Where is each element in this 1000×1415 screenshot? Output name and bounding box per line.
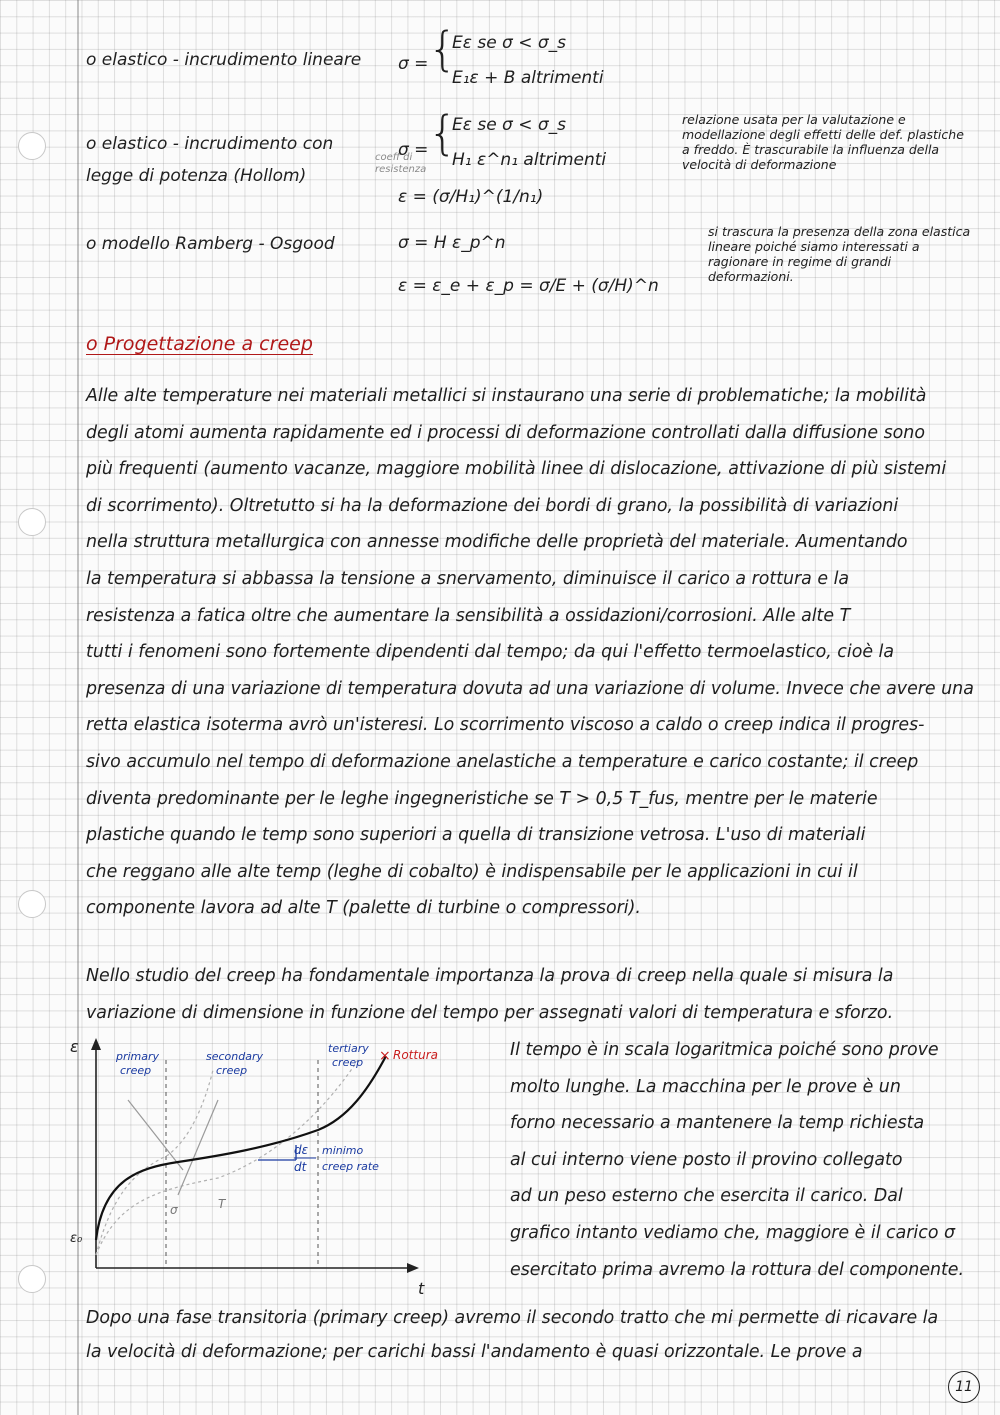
formula-lhs: σ =	[398, 140, 429, 160]
binder-hole	[18, 508, 46, 536]
formula-line: σ = H ε_p^n	[398, 233, 506, 253]
binder-hole	[18, 890, 46, 918]
text-line: diventa predominante per le leghe ingegneristiche se T > 0,5 T_fus, mentre per le materie	[86, 788, 878, 809]
epsilon0-label: ε₀	[70, 1231, 83, 1246]
text-line: al cui interno viene posto il provino collegato	[510, 1149, 903, 1170]
binder-hole	[18, 132, 46, 160]
formula-case: H₁ ε^n₁ altrimenti	[452, 150, 607, 170]
text-line: più frequenti (aumento vacanze, maggiore mobilità linee di dislocazione, attivazione di più sistemi	[86, 459, 947, 480]
text-line: tutti i fenomeni sono fortemente dipendenti dal tempo; da qui l'effetto termoelastico, cioè la	[86, 642, 895, 663]
text-line: che reggano alle alte temp (leghe di cobalto) è indispensabile per le applicazioni in cui il	[86, 861, 858, 882]
text-line: retta elastica isoterma avrò un'isteresi. Lo scorrimento viscoso a caldo o creep indica il progres-	[86, 715, 925, 736]
coeff-label: coeff di resistenza	[375, 152, 427, 175]
text-line: degli atomi aumenta rapidamente ed i processi di deformazione controllati dalla diffusione sono	[86, 422, 925, 443]
secondary-label: creep	[216, 1064, 248, 1077]
model-name: o elastico - incrudimento con legge di potenza (Hollom)	[86, 134, 334, 186]
brace: {	[428, 106, 458, 160]
text-line: ad un peso esterno che esercita il carico. Dal	[510, 1186, 903, 1207]
formula-case: Eε se σ < σ_s	[452, 33, 567, 53]
minimum-label: creep rate	[322, 1160, 379, 1173]
minimum-label: minimo	[322, 1144, 364, 1157]
rupture-marker: ×	[379, 1048, 391, 1064]
page-number: 11	[948, 1371, 980, 1403]
formula-lhs: σ =	[398, 54, 429, 74]
t-label: T	[218, 1197, 226, 1211]
binder-hole	[18, 1265, 46, 1293]
text-line: molto lunghe. La macchina per le prove è un	[510, 1076, 901, 1097]
text-line: Il tempo è in scala logaritmica poiché sono prove	[510, 1040, 939, 1060]
text-line: di scorrimento). Oltretutto si ha la deformazione dei bordi di grano, la possibilità di variazioni	[86, 495, 899, 516]
y-axis-arrow	[91, 1038, 101, 1050]
text-line: forno necessario a mantenere la temp richiesta	[510, 1113, 925, 1134]
secondary-label: secondary	[206, 1050, 264, 1063]
side-note: si trascura la presenza della zona elastica lineare poiché siamo interessati a ragionare in regime di grandi deformazioni.	[708, 224, 971, 284]
text-line: Nello studio del creep ha fondamentale importanza la prova di creep nella quale si misura la	[86, 966, 894, 986]
slope-bottom: dt	[294, 1160, 307, 1174]
text-line: variazione di dimensione in funzione del tempo per assegnati valori di temperatura e sforzo.	[86, 1002, 894, 1023]
model-name: o modello Ramberg - Osgood	[86, 234, 335, 254]
text-line: la temperatura si abbassa la tensione a snervamento, diminuisce il carico a rottura e la	[86, 569, 850, 589]
tertiary-label: creep	[332, 1056, 364, 1069]
text-line: Dopo una fase transitoria (primary creep) avremo il secondo tratto che mi permette di ricavare la	[86, 1308, 939, 1328]
formula-case: E₁ε + B altrimenti	[452, 68, 604, 88]
text-line: presenza di una variazione di temperatura dovuta ad una variazione di volume. Invece che avere una	[86, 678, 974, 699]
formula-extra: ε = (σ/H₁)^(1/n₁)	[398, 187, 544, 207]
text-line: resistenza a fatica oltre che aumentare la sensibilità a ossidazioni/corrosioni. Alle alte T	[86, 605, 851, 626]
tertiary-label: tertiary	[328, 1042, 369, 1055]
sigma-label: σ	[170, 1203, 178, 1217]
primary-label: creep	[120, 1064, 152, 1077]
t-arrow	[178, 1100, 218, 1195]
comparison-curve	[96, 1060, 358, 1255]
text-line: grafico intanto vediamo che, maggiore è il carico σ	[510, 1223, 956, 1243]
creep-curve-figure	[68, 1030, 458, 1300]
text-line: esercitato prima avremo la rottura del componente.	[510, 1259, 965, 1280]
side-note: relazione usata per la valutazione e modellazione degli effetti delle def. plastiche a freddo. È trascurabile la influenza della velocità di deformazione	[682, 112, 964, 172]
rupture-label: Rottura	[393, 1048, 438, 1062]
model-name: o elastico - incrudimento lineare	[86, 50, 362, 70]
y-axis-label: ε	[70, 1037, 79, 1056]
formula-case: Eε se σ < σ_s	[452, 115, 567, 135]
x-axis-arrow	[407, 1263, 419, 1273]
text-line: sivo accumulo nel tempo di deformazione anelastiche a temperature e carico costante; il creep	[86, 752, 919, 772]
text-line: Alle alte temperature nei materiali metallici si instaurano una serie di problematiche; la mobilità	[86, 386, 927, 406]
slope-top: dε	[294, 1143, 309, 1157]
x-axis-label: t	[418, 1279, 425, 1298]
formula-line: ε = ε_e + ε_p = σ/E + (σ/H)^n	[398, 276, 659, 296]
text-line: componente lavora ad alte T (palette di turbine o compressori).	[86, 898, 641, 919]
comparison-curve	[96, 1070, 213, 1255]
brace: {	[428, 22, 458, 76]
section-heading: o Progettazione a creep	[86, 333, 313, 355]
text-line: la velocità di deformazione; per carichi bassi l'andamento è quasi orizzontale. Le prove a	[86, 1342, 863, 1362]
text-line: plastiche quando le temp sono superiori a quella di transizione vetrosa. L'uso di materiali	[86, 825, 866, 846]
text-line: nella struttura metallurgica con annesse modifiche delle proprietà del materiale. Aumentando	[86, 532, 908, 553]
sigma-arrow	[128, 1100, 183, 1170]
primary-label: primary	[116, 1050, 160, 1063]
